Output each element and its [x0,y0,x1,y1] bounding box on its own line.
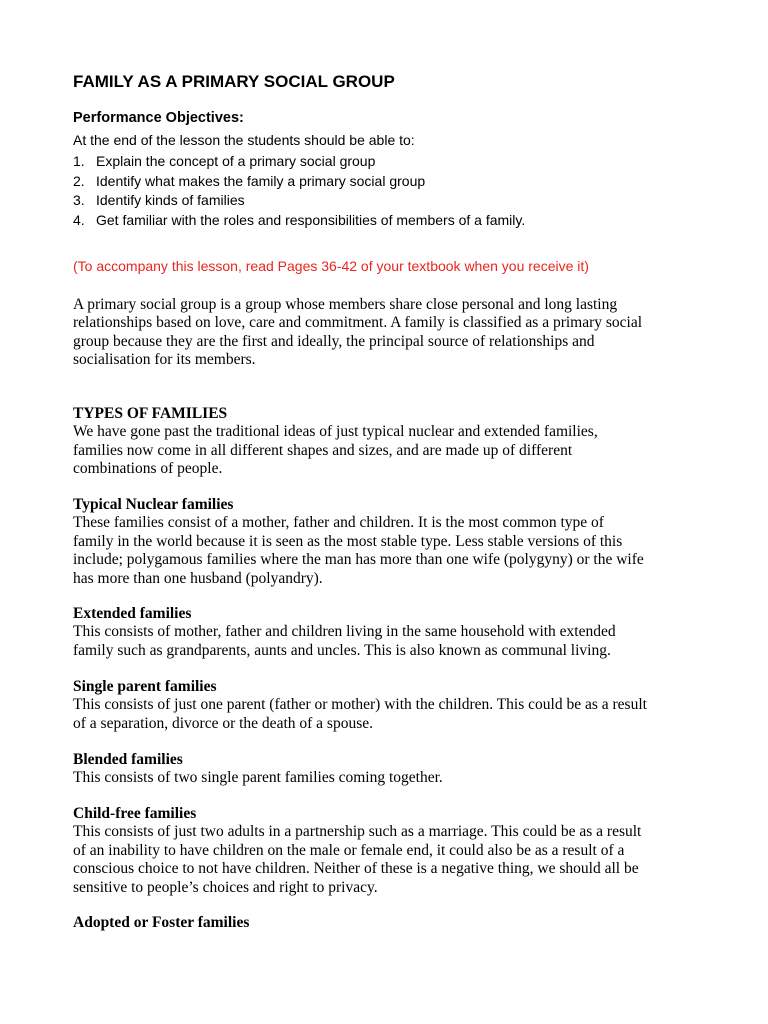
paragraph-line: This consists of just two adults in a partnership such as a marriage. This could be as a result [73,823,642,841]
paragraph-line: This consists of mother, father and children living in the same household with extended [73,623,616,641]
paragraph-line: of an inability to have children on the male or female end, it could also be as a result of a [73,841,625,859]
adopted-heading: Adopted or Foster families [73,914,250,931]
single-parent-heading: Single parent families [73,678,217,695]
paragraph-line: of a separation, divorce or the death of a spouse. [73,714,373,732]
adopted-section [73,914,713,932]
objectives-list [73,152,525,230]
objective-number: 1. [73,153,85,169]
paragraph-line: sensitive to people’s choices and right to privacy. [73,878,378,896]
paragraph-line: include; polygamous families where the man has more than one wife (polygyny) or the wife [73,551,644,569]
paragraph-line: family such as grandparents, aunts and uncles. This is also known as communal living. [73,641,611,659]
objective-item [73,191,525,211]
paragraph-line: combinations of people. [73,460,223,478]
paragraph-line: families now come in all different shapes and sizes, and are made up of different [73,441,573,459]
paragraph-line: A primary social group is a group whose members share close personal and long lasting [73,296,618,313]
objectives-intro: At the end of the lesson the students should be able to: [73,132,415,148]
paragraph-line: conscious choice to not have children. Neither of these is a negative thing, we should all be [73,860,639,878]
paragraph-line: socialisation for its members. [73,351,256,369]
paragraph-line: group because they are the first and ideally, the principal source of relationships and [73,332,595,350]
paragraph-line: This consists of two single parent families coming together. [73,769,443,787]
types-section [73,405,713,479]
objective-number: 3. [73,192,85,209]
document-title: FAMILY AS A PRIMARY SOCIAL GROUP [73,72,395,91]
objective-number: 4. [73,211,85,228]
blended-section [73,751,713,788]
paragraph-line: has more than one husband (polyandry). [73,569,323,587]
nuclear-heading: Typical Nuclear families [73,496,234,513]
objective-text: Identify kinds of families [96,192,245,209]
child-free-section [73,805,713,897]
extended-section [73,605,713,660]
objective-text: Identify what makes the family a primary social group [96,172,426,189]
paragraph-line: These families consist of a mother, father and children. It is the most common type of [73,514,604,532]
objective-text: Get familiar with the roles and responsibilities of members of a family. [96,211,526,228]
objectives-heading: Performance Objectives: [73,110,244,126]
objective-item [73,152,525,172]
objective-item [73,211,525,231]
types-heading: TYPES OF FAMILIES [73,405,228,422]
paragraph-line: family in the world because it is seen as the most stable type. Less stable versions of this [73,532,623,550]
objective-number: 2. [73,172,85,189]
paragraph-line: This consists of just one parent (father or mother) with the children. This could be as a result [73,696,647,714]
blended-heading: Blended families [73,751,183,768]
objective-item [73,172,525,192]
paragraph-line: relationships based on love, care and commitment. A family is classified as a primary social [73,314,643,332]
paragraph-line: We have gone past the traditional ideas of just typical nuclear and extended families, [73,423,598,441]
nuclear-section [73,496,713,588]
intro-paragraph [73,296,713,370]
single-parent-section [73,678,713,733]
reading-note: (To accompany this lesson, read Pages 36-42 of your textbook when you receive it) [73,258,589,274]
objective-text: Explain the concept of a primary social group [96,153,376,169]
extended-heading: Extended families [73,605,192,622]
child-free-heading: Child-free families [73,805,197,822]
